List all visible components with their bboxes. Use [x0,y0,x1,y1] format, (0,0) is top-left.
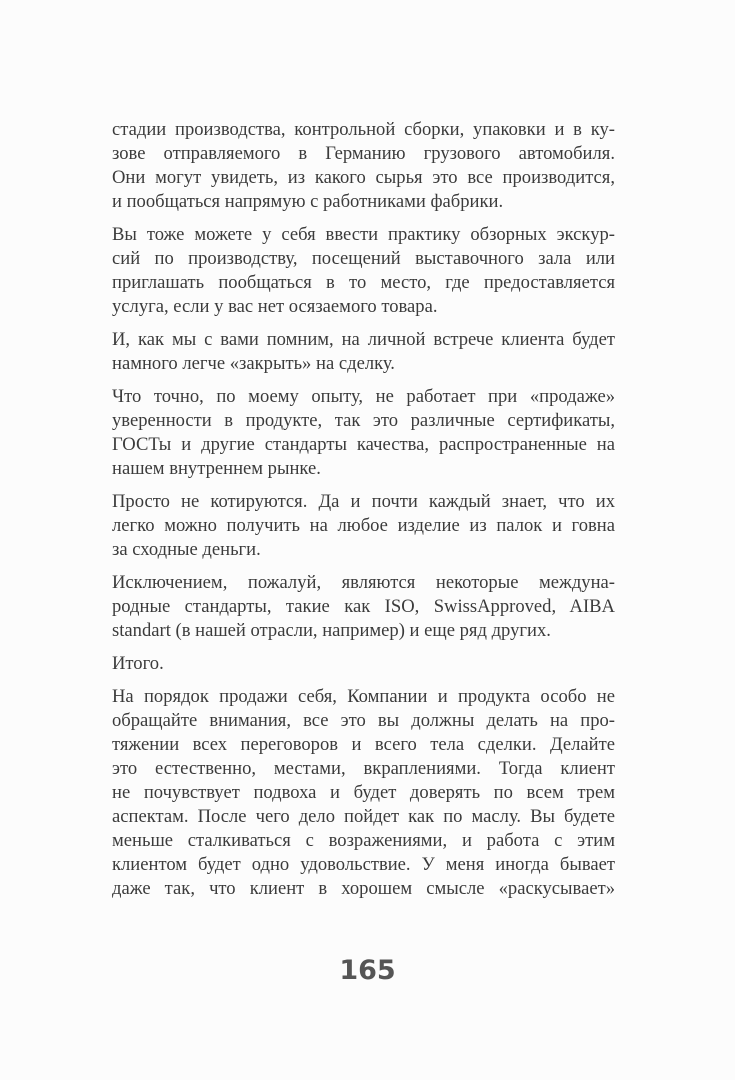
paragraph [112,118,615,214]
paragraph [112,223,615,319]
page-number: 165 [339,955,396,986]
text-line: тяжении всех переговоров и всего тела сделки. Делайте [112,734,615,755]
text-line: Они могут увидеть, из какого сырья это все производится, [112,167,615,188]
text-line: стадии производства, контрольной сборки, упаковки и в ку- [112,119,615,140]
paragraph [112,571,615,643]
text-line: ГОСТы и другие стандарты качества, распространенные на [112,434,615,455]
text-line: обращайте внимания, все это вы должны делать на про- [112,710,615,731]
text-line: родные стандарты, такие как ISO, SwissApproved, AIBA [112,596,615,617]
paragraph [112,328,615,376]
text-line: и пообщаться напрямую с работниками фабрики. [112,191,504,212]
text-line: это естественно, местами, вкраплениями. Тогда клиент [112,758,615,779]
text-line: Вы тоже можете у себя ввести практику обзорных экскур- [112,224,615,245]
text-line: меньше сталкиваться с возражениями, и работа с этим [112,830,615,851]
text-line: клиентом будет одно удовольствие. У меня иногда бывает [112,854,615,875]
text-line: нашем внутреннем рынке. [112,458,321,479]
text-line: услуга, если у вас нет осязаемого товара. [112,296,438,317]
text-line: Что точно, по моему опыту, не работает при «продаже» [112,386,615,407]
text-line: даже так, что клиент в хорошем смысле «раскусывает» [112,878,615,899]
paragraph [112,490,615,562]
page-body [112,118,615,910]
text-line: сий по производству, посещений выставочного зала или [112,248,615,269]
paragraph [112,685,615,901]
paragraph [112,385,615,481]
text-line: уверенности в продукте, так это различные сертификаты, [112,410,615,431]
text-line: легко можно получить на любое изделие из палок и говна [112,515,615,536]
text-line: за сходные деньги. [112,539,261,560]
paragraph [112,652,615,676]
text-line: зове отправляемого в Германию грузового автомобиля. [112,143,615,164]
text-line: намного легче «закрыть» на сделку. [112,353,395,374]
text-line: Итого. [112,653,164,674]
text-line: аспектам. После чего дело пойдет как по маслу. Вы будете [112,806,615,827]
text-line: На порядок продажи себя, Компании и продукта особо не [112,686,615,707]
text-line: И, как мы с вами помним, на личной встрече клиента будет [112,329,615,350]
text-line: приглашать пообщаться в то место, где предоставляется [112,272,615,293]
text-line: standart (в нашей отрасли, например) и еще ряд других. [112,620,551,641]
text-line: Просто не котируются. Да и почти каждый знает, что их [112,491,615,512]
text-line: не почувствует подвоха и будет доверять по всем трем [112,782,615,803]
text-line: Исключением, пожалуй, являются некоторые междуна- [112,572,615,593]
